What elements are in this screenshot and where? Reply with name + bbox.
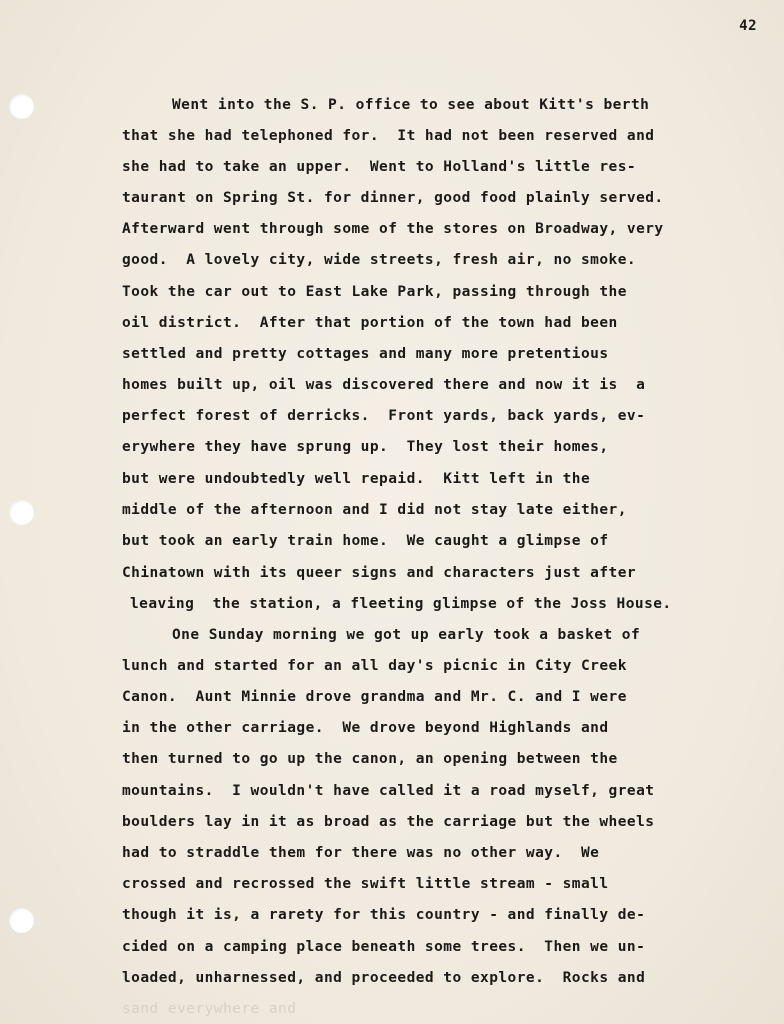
text-line: that she had telephoned for. It had not been reserved and <box>122 128 655 144</box>
text-line: leaving the station, a fleeting glimpse of the Joss House. <box>130 596 672 612</box>
text-line: she had to take an upper. Went to Holland's little res- <box>122 159 637 175</box>
text-line: One Sunday morning we got up early took a basket of <box>172 627 641 643</box>
punch-hole <box>9 908 34 933</box>
text-line: oil district. After that portion of the town had been <box>122 315 618 331</box>
text-line: Chinatown with its queer signs and characters just after <box>122 565 637 581</box>
text-line: but were undoubtedly well repaid. Kitt left in the <box>122 471 591 487</box>
text-line: loaded, unharnessed, and proceeded to explore. Rocks and <box>122 970 646 986</box>
text-line: homes built up, oil was discovered there and now it is a <box>122 377 646 393</box>
text-line: erywhere they have sprung up. They lost their homes, <box>122 439 609 455</box>
text-line: but took an early train home. We caught a glimpse of <box>122 533 609 549</box>
text-line: crossed and recrossed the swift little stream - small <box>122 876 609 892</box>
punch-hole <box>9 500 34 525</box>
text-line: Afterward went through some of the stores on Broadway, very <box>122 221 664 237</box>
text-line: mountains. I wouldn't have called it a road myself, great <box>122 783 655 799</box>
text-line: though it is, a rarety for this country - and finally de- <box>122 907 646 923</box>
text-line: then turned to go up the canon, an opening between the <box>122 751 618 767</box>
text-line: Took the car out to East Lake Park, passing through the <box>122 284 627 300</box>
text-line: had to straddle them for there was no other way. We <box>122 845 600 861</box>
text-line: in the other carriage. We drove beyond Highlands and <box>122 720 609 736</box>
text-line: taurant on Spring St. for dinner, good food plainly served. <box>122 190 664 206</box>
text-line: Canon. Aunt Minnie drove grandma and Mr. C. and I were <box>122 689 627 705</box>
text-line: good. A lovely city, wide streets, fresh air, no smoke. <box>122 252 637 268</box>
text-line: boulders lay in it as broad as the carriage but the wheels <box>122 814 655 830</box>
text-line: lunch and started for an all day's picnic in City Creek <box>122 658 627 674</box>
text-line: middle of the afternoon and I did not stay late either, <box>122 502 627 518</box>
text-line: perfect forest of derricks. Front yards, back yards, ev- <box>122 408 646 424</box>
punch-hole <box>9 94 34 119</box>
page-number: 42 <box>739 18 757 34</box>
text-line: sand everywhere and <box>122 1001 297 1017</box>
text-line: Went into the S. P. office to see about Kitt's berth <box>172 97 650 113</box>
text-line: settled and pretty cottages and many more pretentious <box>122 346 609 362</box>
text-line: cided on a camping place beneath some trees. Then we un- <box>122 939 646 955</box>
